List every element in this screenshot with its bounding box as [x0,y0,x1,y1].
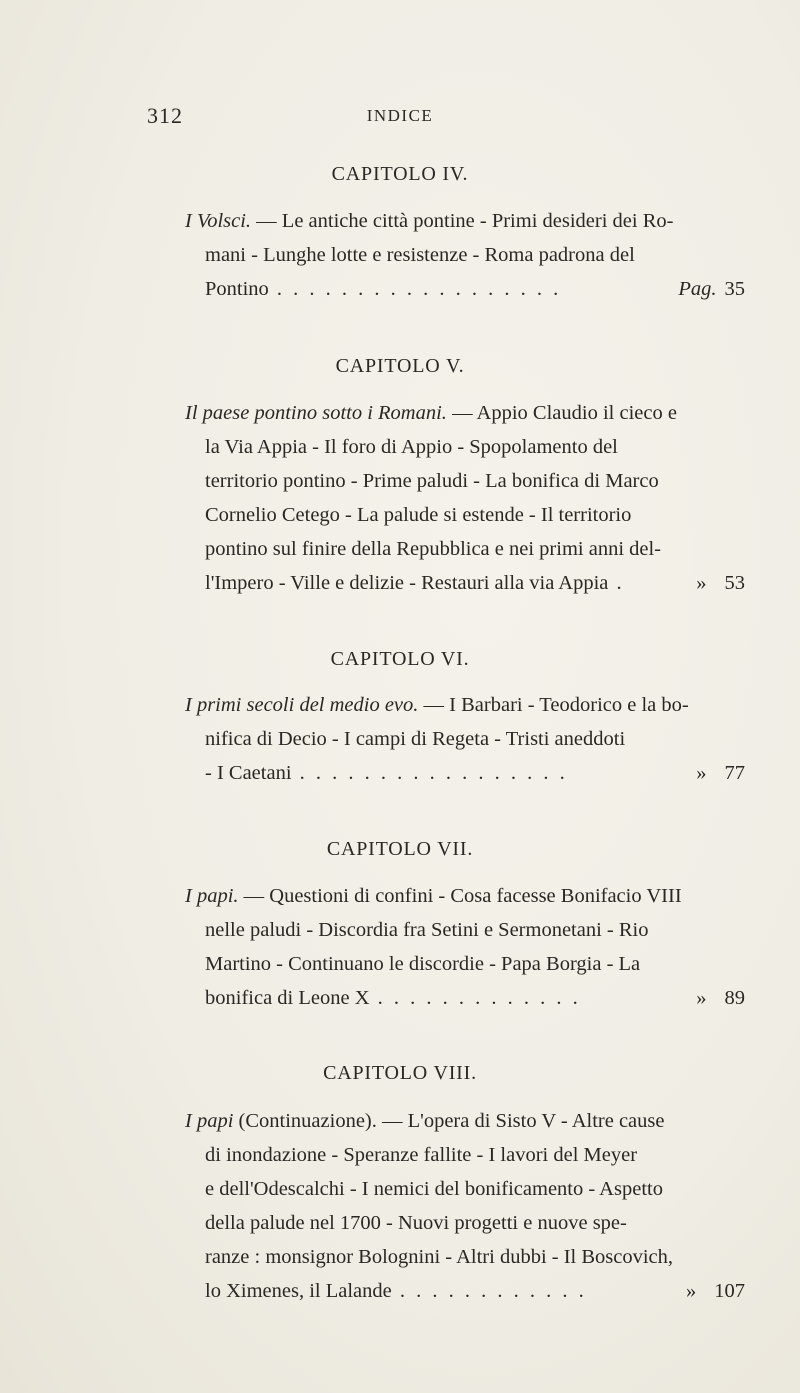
entry-line [185,1206,745,1240]
entry-line [185,981,745,1015]
page-number: 312 [147,103,183,128]
entry-line [185,722,745,756]
dot-leader: . . . . . . . . . . . . . [369,987,581,1009]
page-reference [696,566,745,600]
entry-line [185,566,745,600]
entry-text: della palude nel 1700 - Nuovi progetti e nuove spe- [205,1212,627,1234]
chapter-heading: CAPITOLO VIII. [323,1062,477,1084]
page-value: 107 [714,1280,745,1302]
page-reference [678,272,745,306]
entry-text: la Via Appia - Il foro di Appio - Spopolamento del [205,436,618,458]
entry-line [185,1172,745,1206]
entry-line [185,1138,745,1172]
ditto-mark: » [696,572,707,594]
entry-text: (Continuazione). — L'opera di Sisto V - Altre cause [233,1110,665,1132]
entry-text: bonifica di Leone X [205,987,370,1009]
entry-line [185,272,745,306]
entry-line [185,1240,745,1274]
entry-line [185,396,745,430]
entry-text: nelle paludi - Discordia fra Setini e Sermonetani - Rio [205,919,649,941]
page-reference [686,1274,745,1308]
entry-text: l'Impero - Ville e delizie - Restauri alla via Appia [205,572,609,594]
entry-line [185,204,745,238]
chapter-heading: CAPITOLO VII. [326,838,474,860]
entry-text: ranze : monsignor Bolognini - Altri dubbi - Il Boscovich, [205,1246,674,1268]
entry-text: mani - Lunghe lotte e resistenze - Roma padrona del [205,244,635,266]
entry-title: I papi. [185,885,239,907]
page-value: 77 [724,762,745,784]
toc-entry [185,1104,745,1308]
chapter-heading: CAPITOLO VI. [330,648,470,670]
entry-title: I papi [185,1110,234,1132]
entry-line [185,532,745,566]
entry-text: pontino sul finire della Repubblica e nei primi anni del- [205,538,662,560]
dot-leader: . . . . . . . . . . . . [391,1280,587,1302]
running-title: INDICE [366,106,434,125]
entry-title: Il paese pontino sotto i Romani. [185,402,447,424]
entry-text: nifica di Decio - I campi di Regeta - Tristi aneddoti [205,728,626,750]
entry-text: e dell'Odescalchi - I nemici del bonificamento - Aspetto [205,1178,663,1200]
dot-leader: . . . . . . . . . . . . . . . . . . [268,278,562,300]
ditto-mark: » [696,762,707,784]
chapter-heading: CAPITOLO V. [335,355,465,377]
entry-line [185,688,745,722]
entry-text: — I Barbari - Teodorico e la bo- [418,694,689,716]
entry-text: — Questioni di confini - Cosa facesse Bonifacio VIII [238,885,682,907]
entry-line [185,1274,745,1308]
entry-text: - I Caetani [205,762,292,784]
entry-text: Cornelio Cetego - La palude si estende - Il territorio [205,504,632,526]
page-value: 89 [724,987,745,1009]
entry-text: lo Ximenes, il Lalande [205,1280,392,1302]
entry-text: Martino - Continuano le discordie - Papa Borgia - La [205,953,641,975]
entry-line [185,430,745,464]
page-value: 53 [724,572,745,594]
entry-line [185,756,745,790]
entry-text: — Appio Claudio il cieco e [446,402,677,424]
page-value: 35 [724,278,745,300]
entry-line [185,238,745,272]
page-reference [696,981,745,1015]
entry-text: Pontino [205,278,269,300]
page-reference [696,756,745,790]
toc-entry [185,879,745,1015]
page-abbreviation: Pag. [678,278,717,300]
entry-line [185,1104,745,1138]
toc-entry [185,204,745,306]
ditto-mark: » [696,987,707,1009]
dot-leader: . . . . . . . . . . . . . . . . . [291,762,568,784]
ditto-mark: » [686,1280,697,1302]
entry-line [185,498,745,532]
entry-title: I Volsci. [185,210,252,232]
toc-entry [185,396,745,600]
entry-line [185,464,745,498]
entry-text: di inondazione - Speranze fallite - I lavori del Meyer [205,1144,638,1166]
chapter-heading: CAPITOLO IV. [331,163,469,185]
entry-title: I primi secoli del medio evo. [185,694,419,716]
toc-entry [185,688,745,790]
entry-text: — Le antiche città pontine - Primi desideri dei Ro- [251,210,674,232]
dot-leader: . [608,572,625,594]
entry-line [185,913,745,947]
entry-line [185,879,745,913]
entry-line [185,947,745,981]
entry-text: territorio pontino - Prime paludi - La bonifica di Marco [205,470,659,492]
running-header [0,103,800,133]
